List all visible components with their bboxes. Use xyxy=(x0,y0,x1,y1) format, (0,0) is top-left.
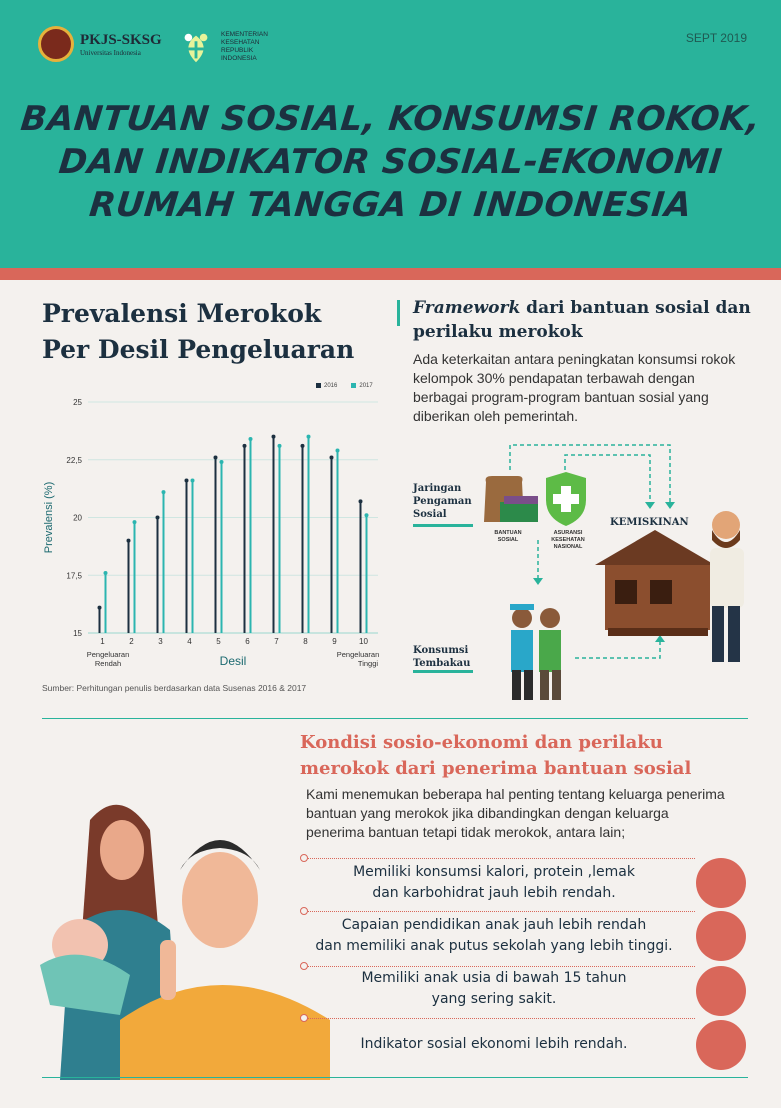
label-asuransi-line: NASIONAL xyxy=(553,544,583,550)
finding-text xyxy=(300,1034,688,1055)
y-tick-label: 15 xyxy=(73,629,82,638)
label-asuransi-line: ASURANSI KESEHATAN xyxy=(551,530,585,543)
finding-dot xyxy=(300,854,308,862)
y-tick-label: 22,5 xyxy=(66,455,82,465)
legend-swatch xyxy=(316,383,321,388)
finding-line: Indikator sosial ekonomi lebih rendah. xyxy=(360,1036,628,1052)
legend-item-2017 xyxy=(351,383,372,389)
kemenkes-logo xyxy=(177,28,301,66)
x-high-label: Tinggi xyxy=(357,659,379,668)
lollipop-dot xyxy=(156,516,160,520)
university-seal-icon xyxy=(38,26,74,62)
lollipop-dot xyxy=(127,539,131,543)
finding-connector xyxy=(305,966,695,967)
label-bansos-line: BANTUAN xyxy=(494,530,522,536)
chart-legend xyxy=(316,383,373,389)
label-konsumsi-line: Tembakau xyxy=(413,658,471,669)
prevalence-chart xyxy=(40,392,385,682)
logo1-name: PKJS-SKSG xyxy=(80,31,162,48)
label-bansos-line: SOSIAL xyxy=(497,537,519,543)
logo2-line: KESEHATAN xyxy=(221,39,260,46)
finding-text xyxy=(300,862,688,904)
finding-line: Memiliki konsumsi kalori, protein ,lemak xyxy=(353,864,635,880)
main-title-line: DAN INDIKATOR SOSIAL-EKONOMI xyxy=(56,142,725,182)
label-konsumsi-tembakau xyxy=(413,644,470,670)
lollipop-dot xyxy=(214,455,218,459)
finding-line: Memiliki anak usia di bawah 15 tahun xyxy=(361,970,627,986)
x-low-label: Rendah xyxy=(94,659,122,668)
lollipop-dot xyxy=(133,520,137,524)
legend-label: 2017 xyxy=(359,383,373,390)
lollipop-dot xyxy=(220,460,224,464)
section-divider xyxy=(42,718,748,719)
y-tick-label: 20 xyxy=(73,513,82,523)
x-tick-label: 6 xyxy=(245,637,250,646)
section2-body: Kami menemukan beberapa hal penting tentang keluarga penerima bantuan yang merokok jika dibandingkan dengan keluarga penerima bantuan tetapi tidak merokok, antara lain; xyxy=(306,786,725,840)
label-jaring-line: Sosial xyxy=(413,509,447,520)
x-tick-label: 1 xyxy=(100,637,105,646)
lollipop-dot xyxy=(191,479,195,483)
finding-line: yang sering sakit. xyxy=(431,991,557,1007)
label-jaring-line: Pengaman xyxy=(413,496,472,507)
legend-item-2016 xyxy=(316,383,337,389)
publication-date: SEPT 2019 xyxy=(685,31,747,45)
lollipop-dot xyxy=(278,444,282,448)
finding-connector xyxy=(305,858,695,859)
logo2-line: INDONESIA xyxy=(221,55,257,62)
graduation-cap-icon xyxy=(696,911,746,961)
section2-title-line: Kondisi sosio-ekonomi dan perilaku xyxy=(300,732,663,753)
finding-dot xyxy=(300,1014,308,1022)
framework-title xyxy=(413,296,753,344)
jaring-underline xyxy=(413,524,473,527)
lollipop-dot xyxy=(301,444,305,448)
legend-label: 2016 xyxy=(324,383,338,390)
lollipop-dot xyxy=(162,490,166,494)
finding-line: dan karbohidrat jauh lebih rendah. xyxy=(372,885,616,901)
finding-dot xyxy=(300,907,308,915)
x-tick-label: 8 xyxy=(303,637,308,646)
finding-text xyxy=(300,968,688,1010)
lollipop-dot xyxy=(330,455,334,459)
main-title xyxy=(0,98,781,227)
y-tick-label: 17,5 xyxy=(66,571,82,581)
label-kemiskinan: KEMISKINAN xyxy=(610,517,689,528)
framework-title-em: Framework xyxy=(413,298,521,318)
lollipop-dot xyxy=(336,449,340,453)
section2-title xyxy=(300,730,750,782)
sick-child-icon xyxy=(696,966,746,1016)
x-low-label: Pengeluaran xyxy=(86,650,130,659)
label-jaring-line: Jaringan xyxy=(413,483,462,494)
x-tick-label: 3 xyxy=(158,637,163,646)
main-title-line: BANTUAN SOSIAL, KONSUMSI ROKOK, xyxy=(18,99,763,139)
main-title-line: RUMAH TANGGA DI INDONESIA xyxy=(87,185,694,225)
smoking-men-icon xyxy=(510,604,561,700)
section1-title-line: Per Desil Pengeluaran xyxy=(42,335,355,364)
lollipop-dot xyxy=(249,437,253,441)
family-icon xyxy=(30,790,330,1080)
konsumsi-underline xyxy=(413,670,473,673)
framework-body: Ada keterkaitan antara peningkatan konsumsi rokok kelompok 30% pendapatan terbawah dengan berbagai program-program bantuan sosial yang diberikan oleh pemerintah. xyxy=(413,351,736,424)
bearded-man-icon xyxy=(710,511,744,662)
finding-line: dan memiliki anak putus sekolah yang lebih tinggi. xyxy=(315,938,673,954)
lollipop-dot xyxy=(104,571,108,575)
x-tick-label: 4 xyxy=(187,637,192,646)
lollipop-dot xyxy=(359,499,363,503)
finding-line: Capaian pendidikan anak jauh lebih rendah xyxy=(341,917,647,933)
family-illustration xyxy=(30,790,330,1080)
footer-divider xyxy=(42,1077,748,1078)
logo2-line: KEMENTERIAN xyxy=(221,31,268,38)
lollipop-dot xyxy=(98,606,102,610)
x-tick-label: 9 xyxy=(332,637,337,646)
section1-title xyxy=(42,296,354,368)
legend-swatch xyxy=(351,383,356,388)
pkjs-logo xyxy=(38,26,162,62)
lollipop-dot xyxy=(272,435,276,439)
finding-connector xyxy=(305,911,695,912)
house-icon xyxy=(696,1020,746,1070)
insurance-shield-icon xyxy=(546,472,586,526)
x-axis-label: Desil xyxy=(219,654,247,668)
finding-connector xyxy=(305,1018,695,1019)
x-high-label: Pengeluaran xyxy=(336,650,380,659)
rice-sack-icon xyxy=(484,476,538,522)
lollipop-dot xyxy=(365,513,369,517)
y-axis-label: Prevalensi (%) xyxy=(43,481,55,554)
food-icon xyxy=(696,858,746,908)
label-asuransi xyxy=(540,530,596,551)
label-jaring-pengaman xyxy=(413,482,472,521)
logo2-line: REPUBLIK xyxy=(221,47,254,54)
poor-house-icon xyxy=(595,530,715,636)
lollipop-dot xyxy=(307,435,311,439)
source-note: Sumber: Perhitungan penulis berdasarkan data Susenas 2016 & 2017 xyxy=(42,683,307,693)
x-tick-label: 10 xyxy=(359,637,368,646)
section1-title-line: Prevalensi Merokok xyxy=(42,299,322,328)
x-tick-label: 5 xyxy=(216,637,221,646)
section2-title-line: merokok dari penerima bantuan sosial xyxy=(300,758,692,779)
x-tick-label: 7 xyxy=(274,637,279,646)
header-stripe xyxy=(0,268,781,280)
label-bantuan-sosial xyxy=(488,530,528,544)
y-tick-label: 25 xyxy=(73,398,82,407)
logo1-sub: Universitas Indonesia xyxy=(80,48,141,57)
finding-text xyxy=(300,915,688,957)
label-konsumsi-line: Konsumsi xyxy=(413,645,469,656)
lollipop-dot xyxy=(185,479,189,483)
lollipop-dot xyxy=(243,444,247,448)
kemenkes-emblem-icon xyxy=(177,28,215,66)
framework-accent-bar xyxy=(397,300,400,326)
framework-diagram xyxy=(400,430,770,710)
x-tick-label: 2 xyxy=(129,637,134,646)
framework-title-rest: dari bantuan sosial dan perilaku merokok xyxy=(413,298,751,342)
